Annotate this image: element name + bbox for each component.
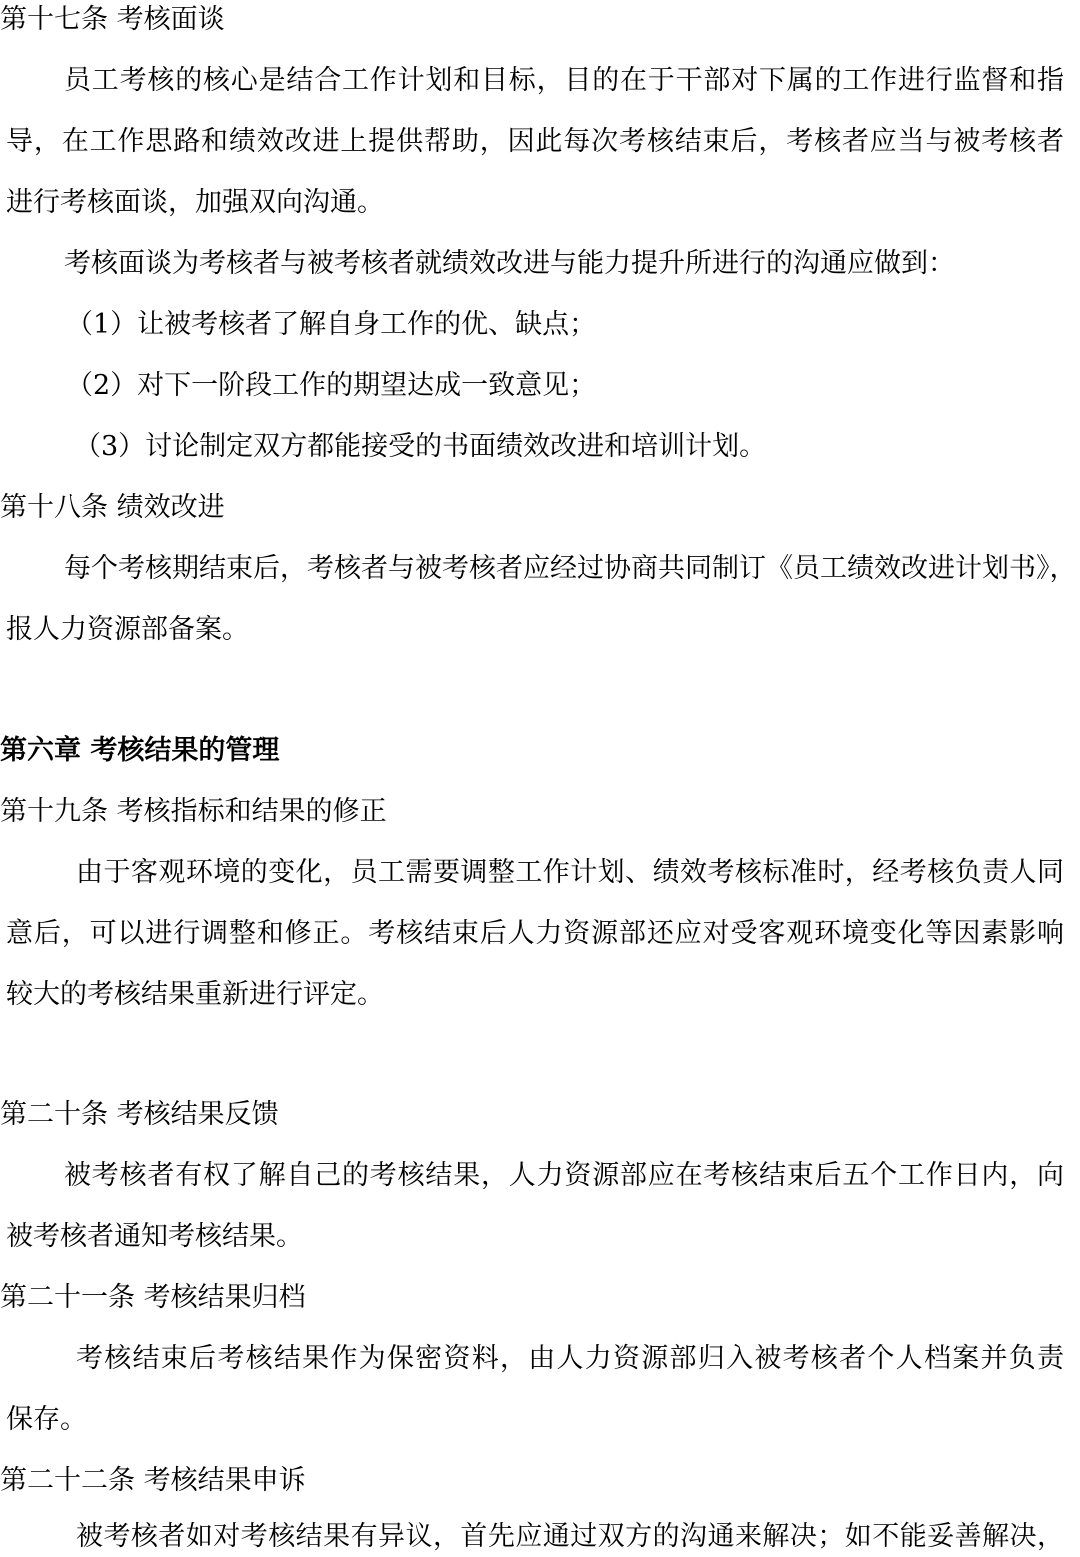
- article-18-paragraph-line-1: 每个考核期结束后，考核者与被考核者应经过协商共同制订《员工绩效改进计划书》，: [64, 553, 1077, 584]
- article-17-heading: 第十七条 考核面谈: [0, 4, 225, 35]
- article-21-paragraph-line-1: 考核结束后考核结果作为保密资料，由人力资源部归入被考核者个人档案并负责: [76, 1343, 1064, 1374]
- article-19-paragraph-line-2: 意后，可以进行调整和修正。考核结束后人力资源部还应对受客观环境变化等因素影响: [6, 918, 1064, 949]
- article-19-heading: 第十九条 考核指标和结果的修正: [0, 796, 387, 827]
- article-17-paragraph-line-1: 员工考核的核心是结合工作计划和目标，目的在于干部对下属的工作进行监督和指: [64, 65, 1064, 96]
- article-22-paragraph-line-1: 被考核者如对考核结果有异议，首先应通过双方的沟通来解决；如不能妥善解决，: [76, 1521, 1064, 1552]
- article-20-paragraph-line-1: 被考核者有权了解自己的考核结果，人力资源部应在考核结束后五个工作日内，向: [64, 1160, 1064, 1191]
- article-17-paragraph-line-3: 进行考核面谈，加强双向沟通。: [6, 187, 384, 218]
- article-21-heading: 第二十一条 考核结果归档: [0, 1282, 306, 1313]
- article-21-paragraph-line-2: 保存。: [6, 1404, 87, 1435]
- article-17-paragraph-line-2: 导，在工作思路和绩效改进上提供帮助，因此每次考核结束后，考核者应当与被考核者: [6, 126, 1064, 157]
- article-20-paragraph-line-2: 被考核者通知考核结果。: [6, 1221, 303, 1252]
- article-19-paragraph-line-1: 由于客观环境的变化，员工需要调整工作计划、绩效考核标准时，经考核负责人同: [76, 857, 1064, 888]
- article-20-heading: 第二十条 考核结果反馈: [0, 1099, 279, 1130]
- article-17-list-item-3: （3）讨论制定双方都能接受的书面绩效改进和培训计划。: [74, 431, 767, 462]
- article-17-paragraph-2: 考核面谈为考核者与被考核者就绩效改进与能力提升所进行的沟通应做到：: [64, 248, 955, 279]
- article-17-list-item-2: （2）对下一阶段工作的期望达成一致意见；: [66, 370, 597, 401]
- article-17-list-item-1: （1）让被考核者了解自身工作的优、缺点；: [66, 309, 597, 340]
- chapter-6-heading: 第六章 考核结果的管理: [0, 735, 280, 766]
- article-22-heading: 第二十二条 考核结果申诉: [0, 1465, 306, 1496]
- article-18-heading: 第十八条 绩效改进: [0, 492, 225, 523]
- article-18-paragraph-line-2: 报人力资源部备案。: [6, 614, 249, 645]
- article-19-paragraph-line-3: 较大的考核结果重新进行评定。: [6, 979, 384, 1010]
